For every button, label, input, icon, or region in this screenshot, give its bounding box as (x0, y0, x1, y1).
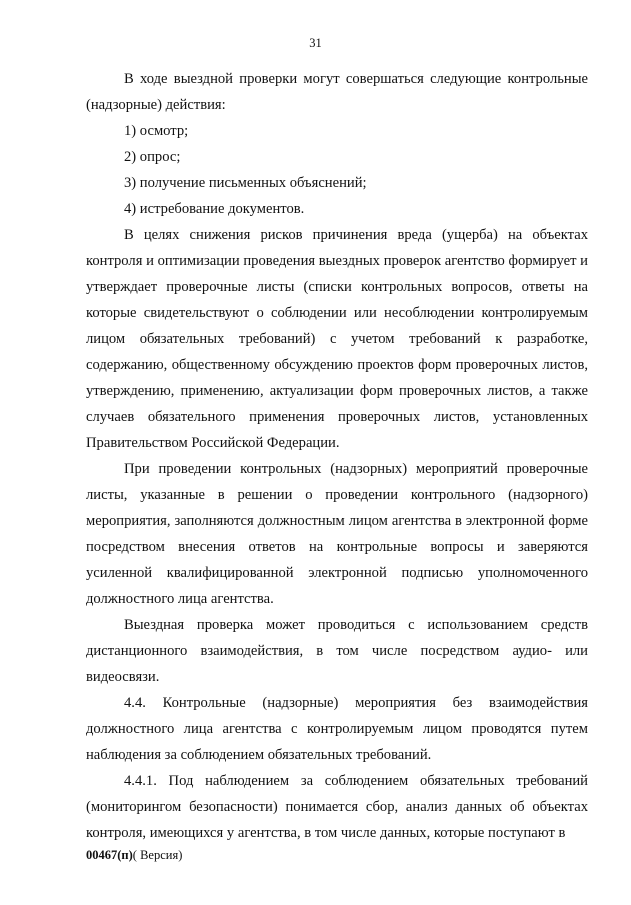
list-item: 1) осмотр; (124, 123, 189, 139)
document-body (86, 66, 588, 846)
version-label: ( Версия) (132, 848, 183, 862)
paragraph-intro: В ходе выездной проверки могут совершаться следующие контрольные (надзорные) действия: (86, 71, 588, 113)
paragraph-checklists: В целях снижения рисков причинения вреда (ущерба) на объектах контроля и оптимизации проведения выездных проверок агентство формирует и утверждает проверочные листы (списки контрольных вопросов, ответы на которые свидетельствуют о соблюдении или несоблюдении контролируемым лицом обязательных требований) с учетом требований к разработке, содержанию, общественному обсуждению проектов форм проверочных листов, утверждению, применению, актуализации форм проверочных листов, а также случаев обязательного применения проверочных листов, установленных Правительством Российской Федерации. (86, 227, 588, 451)
paragraph-checklists-filling: При проведении контрольных (надзорных) мероприятий проверочные листы, указанные в решении о проведении контрольного (надзорного) мероприятия, заполняются должностным лицом агентства в электронной форме посредством внесения ответов на контрольные вопросы и заверяются усиленной квалифицированной электронной подписью уполномоченного должностного лица агентства. (86, 461, 588, 607)
list-item: 2) опрос; (124, 149, 181, 165)
page-number: 31 (309, 36, 322, 50)
document-code: 00467(п) (86, 848, 133, 862)
list-item: 3) получение письменных объяснений; (124, 175, 367, 191)
paragraph-remote-inspection: Выездная проверка может проводиться с использованием средств дистанционного взаимодействия, в том числе посредством аудио- или видеосвязи. (86, 617, 588, 685)
paragraph-section-4-4: 4.4. Контрольные (надзорные) мероприятия без взаимодействия должностного лица агентства с контролируемым лицом проводятся путем наблюдения за соблюдением обязательных требований. (86, 695, 588, 763)
document-footer (86, 848, 182, 863)
paragraph-section-4-4-1: 4.4.1. Под наблюдением за соблюдением обязательных требований (мониторингом безопасности) понимается сбор, анализ данных об объектах контроля, имеющихся у агентства, в том числе данных, которые поступают в (86, 773, 588, 841)
list-item: 4) истребование документов. (124, 201, 305, 217)
